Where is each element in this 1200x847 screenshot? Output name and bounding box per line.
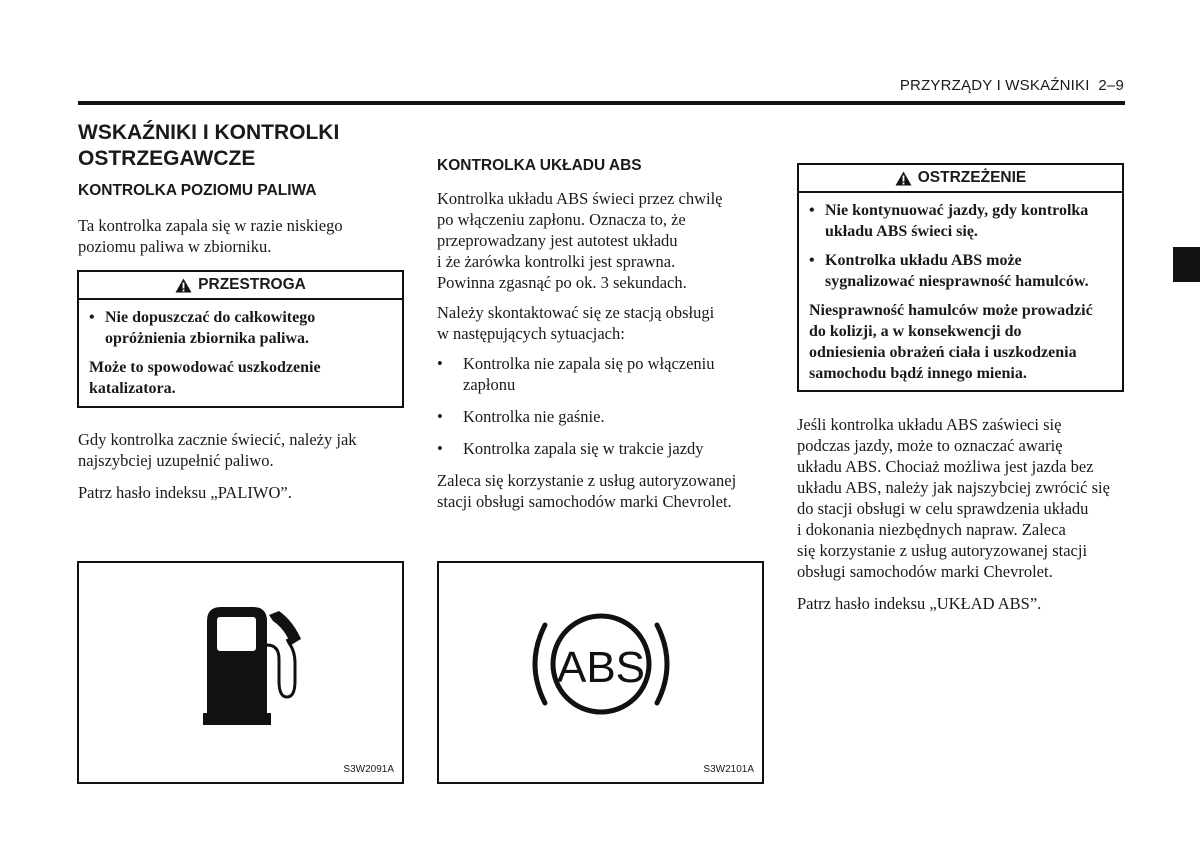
warning-header (799, 165, 1122, 193)
warning-box (797, 163, 1124, 392)
fuel-figure (77, 561, 404, 784)
list-item-text: Kontrolka nie gaśnie. (463, 407, 605, 426)
fuel-intro-line1: Ta kontrolka zapala się w razie niskiego (78, 216, 343, 235)
warning-note-line: do kolizji, a w konsekwencji do (809, 323, 1022, 340)
abs-warning-icon (439, 563, 762, 782)
list-item: • Kontrolka zapala się w trakcie jazdy (437, 439, 704, 458)
abs-icon-label: ABS (556, 643, 646, 692)
abs-detail-line: obsługi samochodów marki Chevrolet. (797, 562, 1053, 581)
abs-para3-line2: stacji obsługi samochodów marki Chevrolet. (437, 492, 732, 511)
abs-para1-line: i że żarówka kontrolki jest sprawna. (437, 252, 676, 271)
page-title-line2: OSTRZEGAWCZE (78, 147, 256, 170)
warning-heading: OSTRZEŻENIE (917, 169, 1027, 186)
caution-note (89, 357, 392, 399)
header-rule (78, 101, 1125, 105)
list-item-text: zapłonu (463, 375, 516, 394)
abs-para2-line1: Należy skontaktować się ze stacją obsługi (437, 303, 715, 322)
list-item-text: Kontrolka nie zapala się po włączeniu (463, 354, 715, 373)
caution-note-line1: Może to spowodować uszkodzenie (89, 359, 321, 376)
warning-bullet1-line1: Nie kontynuować jazdy, gdy kontrolka (825, 202, 1089, 219)
abs-detail-line: Jeśli kontrolka układu ABS zaświeci się (797, 415, 1062, 434)
warning-body (799, 193, 1122, 384)
caution-bullet: • Nie dopuszczać do całkowitego opróżnienia zbiornika paliwa. (89, 309, 316, 347)
abs-para2 (437, 302, 772, 344)
warning-bullet: • Kontrolka układu ABS może sygnalizować niesprawność hamulców. (809, 252, 1089, 290)
abs-para1-line: przeprowadzany jest autotest układu (437, 231, 678, 250)
section-tab-marker (1173, 247, 1200, 282)
header-section: PRZYRZĄDY I WSKAŹNIKI (899, 77, 1090, 94)
caution-bullet-line1: Nie dopuszczać do całkowitego (105, 309, 316, 326)
abs-detail-line: podczas jazdy, może to oznaczać awarię (797, 436, 1063, 455)
page-title (78, 120, 408, 172)
fuel-intro-line2: poziomu paliwa w zbiorniku. (78, 237, 272, 256)
abs-detail-line: i dokonania niezbędnych napraw. Zaleca (797, 520, 1066, 539)
list-item-text: Kontrolka zapala się w trakcie jazdy (463, 439, 704, 458)
abs-detail-line: się korzystanie z usług autoryzowanej stacji (797, 541, 1088, 560)
abs-index-ref: Patrz hasło indeksu „UKŁAD ABS”. (797, 594, 1042, 613)
list-item: • Kontrolka nie zapala się po włączeniu zapłonu (437, 354, 715, 394)
running-header (900, 77, 1124, 94)
warning-triangle-icon (895, 171, 912, 186)
caution-header (79, 272, 402, 300)
warning-note (809, 300, 1112, 384)
fuel-intro (78, 215, 408, 257)
caution-heading: PRZESTROGA (198, 276, 306, 293)
abs-situations-list (437, 353, 772, 470)
warning-note-line: samochodu bądź innego mienia. (809, 365, 1027, 382)
abs-para1 (437, 188, 772, 293)
abs-detail-line: układu ABS. Chociaż możliwa jest jazda bez (797, 457, 1094, 476)
fuel-para2: Patrz hasło indeksu „PALIWO”. (78, 483, 292, 502)
warning-note-line: odniesienia obrażeń ciała i uszkodzenia (809, 344, 1077, 361)
fuel-figure-code: S3W2091A (343, 764, 394, 775)
abs-figure-code: S3W2101A (703, 764, 754, 775)
abs-detail-para (797, 414, 1137, 582)
fuel-para1-line2: najszybciej uzupełnić paliwo. (78, 451, 274, 470)
abs-figure (437, 561, 764, 784)
caution-body (79, 300, 402, 399)
abs-detail-line: układu ABS, należy jak najszybciej zwrócić się (797, 478, 1110, 497)
abs-para3-line1: Zaleca się korzystanie z usług autoryzowanej (437, 471, 737, 490)
warning-bullet2-line2: sygnalizować niesprawność hamulców. (825, 273, 1089, 290)
caution-note-line2: katalizatora. (89, 380, 176, 397)
abs-detail-line: do stacji obsługi w celu sprawdzenia układu (797, 499, 1089, 518)
abs-para3 (437, 470, 777, 512)
abs-para1-line: po włączeniu zapłonu. Oznacza to, że (437, 210, 686, 229)
warning-bullet1-line2: układu ABS świeci się. (825, 223, 978, 240)
fuel-pump-icon (79, 563, 402, 782)
abs-para1-line: Powinna zgasnąć po ok. 3 sekundach. (437, 273, 687, 292)
abs-para2-line2: w następujących sytuacjach: (437, 324, 625, 343)
warning-triangle-icon (175, 278, 192, 293)
list-item: • Kontrolka nie gaśnie. (437, 407, 605, 426)
fuel-para1 (78, 429, 408, 471)
abs-subtitle: KONTROLKA UKŁADU ABS (437, 157, 642, 174)
warning-note-line: Niesprawność hamulców może prowadzić (809, 302, 1093, 319)
fuel-para1-line1: Gdy kontrolka zacznie świecić, należy jak (78, 430, 357, 449)
page-title-line1: WSKAŹNIKI I KONTROLKI (78, 121, 340, 144)
caution-bullet-line2: opróżnienia zbiornika paliwa. (105, 330, 310, 347)
fuel-subtitle: KONTROLKA POZIOMU PALIWA (78, 182, 317, 199)
header-page-number: 2–9 (1098, 77, 1124, 94)
caution-box (77, 270, 404, 408)
warning-bullet2-line1: Kontrolka układu ABS może (825, 252, 1022, 269)
abs-para1-line: Kontrolka układu ABS świeci przez chwilę (437, 189, 723, 208)
warning-bullet: • Nie kontynuować jazdy, gdy kontrolka układu ABS świeci się. (809, 202, 1089, 240)
